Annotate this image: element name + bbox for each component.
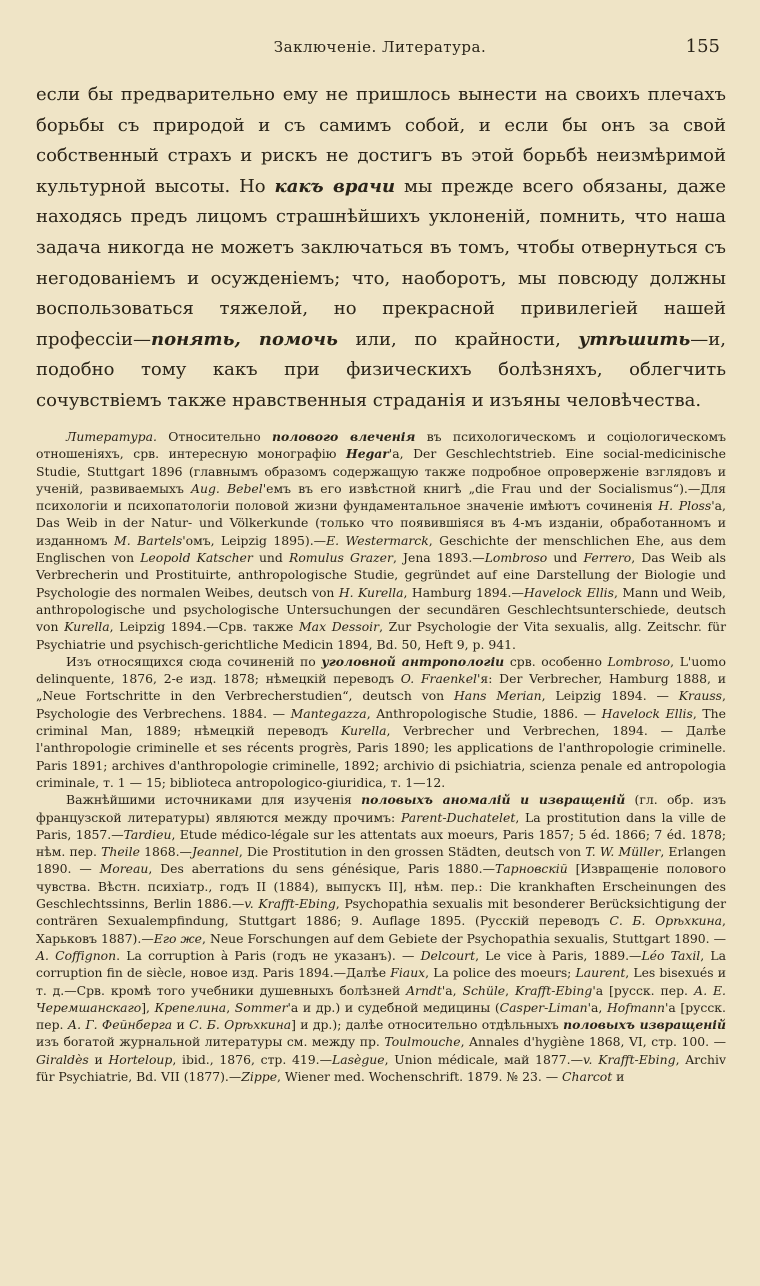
text-run: и [88,1051,109,1067]
text-run: изъ богатой журнальной литературы см. между пр. [36,1034,385,1050]
text-run: und [252,550,289,566]
text-run: , La prostitution dans la ville de Paris, 1857.— [36,809,726,842]
author-name: Horteloup [108,1051,173,1067]
text-run: , Des aberrations du sens génésique, Paris 1880.— [148,861,495,877]
text-run: 'a, [587,999,607,1015]
text-run: Изъ относящихся сюда сочиненій по [66,653,322,669]
text-run: , Annales d'hygiène 1868, VI, стр. 100. — [460,1034,726,1050]
author-name: Havelock Ellis [601,705,693,721]
text-run: , Geschichte der menschlichen Ehe, aus dem Englischen von [36,532,726,566]
text-run: ], [141,999,155,1015]
text-run: , Zur Psychologie der Vita sexualis, allg. Zeitschr. für Psychiatrie und psychisch-gerichtliche Medicin 1894, Bd. 50, Heft 9, p. 941. [36,619,726,652]
text-run: 'a, Das Weib in der Natur- und Völkerkunde (только что появившіяся въ 4-мъ изданіи, обработанномъ и изданномъ [36,498,726,548]
text-run: 'я: Der Verbrecher, Hamburg 1888, и „Neue Fortschritte in den Verbrecherstudien“, deutsch von [36,671,726,704]
author-name: Toulmouche [384,1034,461,1050]
author-name: А. Е. Черемшанскаго [36,982,726,1015]
emphasized-term: половыхъ извращеній [563,1017,727,1033]
text-run: , ibid., 1876, стр. 419.— [172,1051,333,1067]
text-run: , La corruption fin de siècle, новое изд. Paris 1894.—Далѣе [36,947,727,981]
author-name: Aug. Bebel [191,480,263,496]
author-name: Крепелина [154,999,227,1015]
emphasized-term: полового влеченія [272,429,416,444]
text-run: 'a и др.) и судебной медицины ( [287,999,500,1015]
author-name: E. Westermarck [326,532,429,548]
text-run: и [172,1017,190,1033]
text-run: , La police des moeurs; [425,965,576,981]
literature-paragraph [36,791,726,1085]
author-name: Lombroso [607,653,671,669]
author-name: Parent-Duchatelet [400,809,516,825]
author-name: H. Ploss [658,498,712,514]
literature-paragraph [36,653,726,791]
text-run: , Hamburg 1894.— [403,584,524,600]
emphasized-term: половыхъ аномалій и извращеній [361,792,626,808]
text-run: . La corruption à Paris (годъ не указанъ). — [116,947,421,963]
author-name: Krauss [678,688,723,704]
author-name: Charcot [562,1068,613,1084]
main-text [36,80,726,417]
author-name: M. Bartels [114,532,183,548]
text-run: 'а, Der Geschlechtstrieb. Eine social-medicinische Studie, Stuttgart 1896 (главнымъ образомъ содержащую также подробное опроверженіе взглядовъ и ученій, развиваемыхъ [36,446,726,496]
text-run: , Jena 1893.— [392,550,485,566]
text-run: 'a [русск. пер. [36,999,726,1033]
text-run: ] и др.); далѣе относительно отдѣльныхъ [291,1017,564,1033]
author-name: Fiaux [390,965,426,981]
text-run: , Харьковъ 1887).— [36,913,726,946]
author-name: Giraldès [36,1051,89,1067]
text-run: 'емъ въ его извѣстной книгѣ „die Frau und der Socialismus“).—Для психологіи и психопатологіи половой жизни фундаментальное значеніе имѣютъ сочиненія [36,480,727,514]
text-run: , Mann und Weib, anthropologische und psychologische Untersuchungen der secundären Geschlechtsunterschiede, deutsch von [36,584,726,635]
text-run: Важнѣйшими источниками для изученія [66,792,362,808]
author-name: Havelock Ellis [523,584,614,600]
text-run: срв. особенно [504,653,608,669]
text-run: , The criminal Man, 1889; нѣмецкій переводъ [36,705,726,739]
text-run: , Verbrecher und Verbrechen, 1894. — Далѣе l'anthropologie criminelle et ses récents progrès, Paris 1890; les applications de l'anthropologie criminelle. Paris 1891; archives d'anthropologie criminelle, 1892; archivio di psichiatria, scienza penale ed antropologia criminale, т. 1 — 15; biblioteca antropologico-giuridica, т. 1—12. [36,723,726,790]
author-name: Theile [101,844,140,860]
text-run: , L'uomo delinquente, 1876, 2-е изд. 1878; нѣмецкій переводъ [36,653,726,687]
literature-section [36,428,726,1085]
author-name: v. Krafft-Ebing [244,896,336,912]
author-name: Hofmann [606,999,665,1015]
author-name: Литература. [66,429,157,444]
text-run: 1868.— [139,844,192,860]
author-name: Lasègue [332,1051,385,1067]
author-name: Moreau [99,861,149,877]
author-name: Kurella [340,723,387,739]
author-name: Krafft-Ebing [514,982,593,998]
literature-paragraph [36,428,726,653]
page-number: 155 [685,36,720,57]
text-run: , Das Weib als Verbrecherin und Prostituirte, anthropologische Studie, gegründet auf eine Darstellung der Biologie und Psychologie des normalen Weibes, deutsch von [36,550,726,600]
author-name: Laurent [575,965,626,981]
text-run: , Wiener med. Wochenschrift. 1879. № 23. — [277,1068,563,1084]
text-run: Относительно [156,429,273,444]
author-name: Arndt [406,982,442,998]
text-run: und [547,550,584,566]
text-run: , Le vice à Paris, 1889.— [475,947,642,963]
text-run: , Leipzig 1894.—Срв. также [109,619,299,635]
text-run: , Psychologie des Verbrechens. 1884. — [36,688,726,721]
author-name: Lombroso [484,550,548,566]
author-name: Delcourt [420,947,476,963]
author-name: С. Б. Орѣхкина [189,1017,292,1033]
text-run: въ психологическомъ и соціологическомъ отношеніяхъ, срв. интересную монографію [36,429,726,462]
author-name: Sommer [234,999,288,1015]
text-run: —и, подобно тому какъ при физическихъ болѣзняхъ, облегчить сочувствіемъ также нравственныя страданія и изъяны человѣчества. [36,328,727,411]
author-name: Jeannel [191,844,239,860]
emphasized-term: понять, помочь [151,328,338,350]
author-name: Kurella [64,619,110,635]
author-name: Zippe [241,1068,278,1084]
text-run: (гл. обр. изъ французской литературы) являются между прочимъ: [36,792,726,825]
author-name: Romulus Grazer [288,550,393,566]
text-run: и [612,1068,625,1084]
author-name: Leopold Katscher [140,550,253,566]
author-name: Léo Taxil [641,947,701,963]
text-run: , Erlangen 1890. — [36,844,726,877]
text-run: мы прежде всего обязаны, даже находясь предъ лицомъ страшнѣйшихъ уклоненій, помнить, что наша задача никогда не можетъ заключаться въ томъ, чтобы отвернуться съ негодованіемъ и осужденіемъ; что, наоборотъ, мы повсюду должны воспользоваться тяжелой, но прекрасной привилегіей нашей профессіи— [36,175,727,350]
author-name: Его же [153,930,202,946]
author-name: Schüle [462,982,506,998]
author-name: Ferrero [583,550,632,566]
text-run: , [226,999,235,1015]
text-run: если бы предварительно ему не пришлось вынести на своихъ плечахъ борьбы съ природой и съ самимъ собой, и если бы онъ за свой собственный страхъ и рискъ не достигъ въ этой борьбѣ неизмѣримой культурной высоты. Но [36,84,726,197]
emphasized-term: утѣшить [578,328,691,350]
text-run: , Union médicale, май 1877.— [384,1051,583,1067]
text-run: 'a [русск. пер. [592,982,694,998]
text-run: , Archiv für Psychiatrie, Bd. VII (1877).— [36,1051,726,1084]
author-name: А. Г. Фейнберга [67,1017,173,1033]
main-paragraph [36,80,726,417]
author-name: Casper-Liman [499,999,588,1015]
author-name: Tardieu [123,826,172,842]
text-run: 'a, [441,982,463,998]
text-run: , Neue Forschungen auf dem Gebiete der Psychopathia sexualis, Stuttgart 1890. — [201,930,727,946]
text-run: , [505,982,515,998]
author-name: H. Kurella [338,584,404,600]
text-run: , Les bisexués и т. д.—Срв. кромѣ того учебники душевныхъ болѣзней [36,965,726,998]
text-run: [Извращеніе полового чувства. Вѣстн. психіатр., годъ II (1884), выпускъ II], нѣм. пер.: Die krankhaften Erscheinungen des Geschlechtssinns, Berlin 1886.— [36,861,726,912]
author-name: O. Fraenkel [400,671,477,687]
text-run: , Leipzig 1894. — [541,688,679,704]
text-run: , Die Prostitution in den grossen Städten, deutsch von [238,844,586,860]
emphasized-term: Hegar [345,446,389,462]
text-run: или, по крайности, [337,328,579,350]
text-run: , Psychopathia sexualis mit besonderer Berücksichtigung der conträren Sexualempfindung, Stuttgart 1886; 9. Auflage 1895. (Русскій переводъ [36,896,726,929]
page-header [0,34,760,64]
emphasized-term: какъ врачи [274,175,396,197]
author-name: Max Dessoir [299,619,380,635]
text-run: , Anthropologische Studie, 1886. — [366,705,602,721]
author-name: T. W. Müller [585,844,661,860]
author-name: Mantegazza [290,705,367,721]
author-name: v. Krafft-Ebing [582,1051,676,1067]
author-name: Hans Merian [454,688,542,704]
text-run: 'омъ, Leipzig 1895).— [182,532,327,548]
author-name: Тарновскій [495,861,568,877]
text-run: , Etude médico-légale sur les attentats aux moeurs, Paris 1857; 5 éd. 1866; 7 éd. 1878; нѣм. пер. [36,826,727,860]
author-name: С. Б. Орѣхкина [609,913,723,929]
emphasized-term: уголовной антропологіи [321,653,505,669]
author-name: A. Coffignon [36,947,117,963]
running-title: Заключеніе. Литература. [273,38,487,56]
